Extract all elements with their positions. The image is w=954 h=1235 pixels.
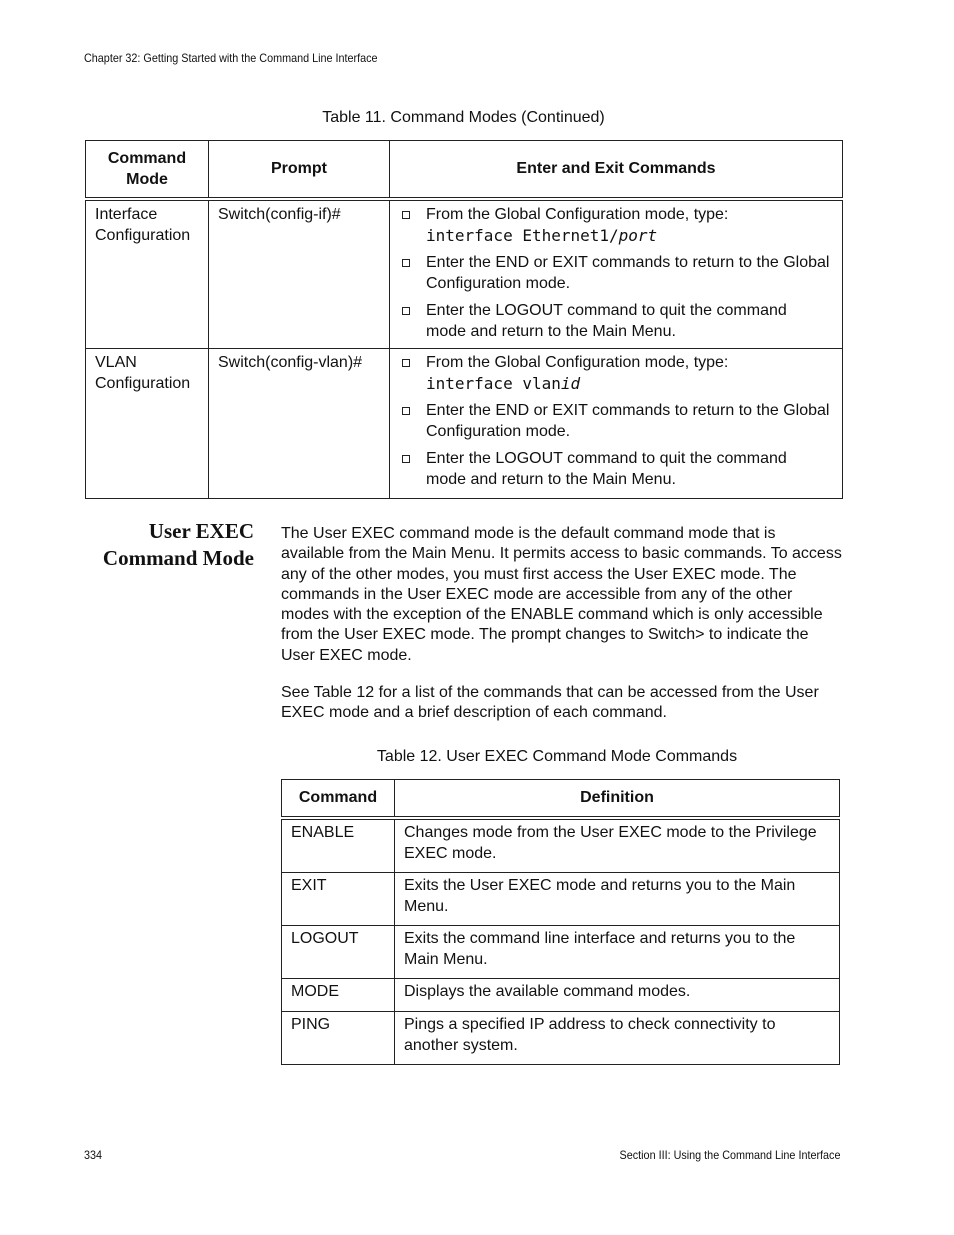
header-prompt: Prompt	[209, 141, 390, 200]
list-item	[400, 401, 830, 442]
table-row	[282, 979, 840, 1012]
table-row	[282, 873, 840, 926]
running-header: Chapter 32: Getting Started with the Command Line Interface	[84, 51, 378, 65]
table-row	[282, 926, 840, 979]
header-enter-exit: Enter and Exit Commands	[390, 141, 843, 200]
list-item	[400, 449, 830, 490]
bullet-text: From the Global Configuration mode, type:	[426, 206, 729, 223]
bullet-text: Enter the LOGOUT command to quit the command mode and return to the Main Menu.	[426, 450, 787, 488]
table12-caption: Table 12. User EXEC Command Mode Commands	[376, 748, 738, 765]
command-cell: PING	[282, 1012, 395, 1065]
bullet-text: Enter the END or EXIT commands to return to the Global Configuration mode.	[426, 254, 830, 292]
checkbox-bullet-icon	[402, 407, 410, 415]
table11-caption: Table 11. Command Modes (Continued)	[322, 109, 605, 126]
checkbox-bullet-icon	[402, 455, 410, 463]
checkbox-bullet-icon	[402, 359, 410, 367]
user-exec-commands-table	[281, 779, 840, 1065]
header-command: Command	[282, 780, 395, 819]
command-cell: ENABLE	[282, 818, 395, 873]
body-paragraph: See Table 12 for a list of the commands that can be accessed from the User EXEC mode and a brief description of each command.	[281, 684, 819, 722]
checkbox-bullet-icon	[402, 259, 410, 267]
mode-cell: VLAN Configuration	[86, 349, 209, 499]
footer-section-title: Section III: Using the Command Line Interface	[619, 1148, 840, 1162]
list-item	[400, 253, 830, 294]
header-definition: Definition	[395, 780, 840, 819]
command-cell: LOGOUT	[282, 926, 395, 979]
section-heading: User EXEC Command Mode	[102, 519, 254, 570]
commands-cell	[390, 349, 843, 499]
definition-cell: Pings a specified IP address to check connectivity to another system.	[395, 1012, 840, 1065]
page-number: 334	[84, 1148, 103, 1162]
bullet-text: From the Global Configuration mode, type:	[426, 354, 729, 371]
table-header-row	[86, 141, 843, 200]
prompt-cell: Switch(config-if)#	[209, 199, 390, 349]
code-line: interface Ethernet1/port	[426, 225, 658, 245]
table-row	[86, 349, 843, 499]
header-command-mode: Command Mode	[86, 141, 209, 200]
commands-cell	[390, 199, 843, 349]
list-item	[400, 353, 830, 394]
bullet-text: Enter the LOGOUT command to quit the command mode and return to the Main Menu.	[426, 302, 787, 340]
table-row	[282, 1012, 840, 1065]
table-row	[86, 199, 843, 349]
command-modes-table	[85, 140, 843, 499]
command-cell: MODE	[282, 979, 395, 1012]
mode-cell: Interface Configuration	[86, 199, 209, 349]
table-row	[282, 818, 840, 873]
prompt-cell: Switch(config-vlan)#	[209, 349, 390, 499]
list-item	[400, 301, 830, 342]
table-header-row	[282, 780, 840, 819]
definition-cell: Exits the User EXEC mode and returns you to the Main Menu.	[395, 873, 840, 926]
body-paragraph: The User EXEC command mode is the default command mode that is available from the Main Menu. It permits access to basic commands. To access any of the other modes, you must first access the User EXEC mode. The commands in the User EXEC mode are accessible from any of the other modes with the exception of the ENABLE command which is only accessible from the User EXEC mode. The prompt changes to Switch> to indicate the User EXEC mode.	[281, 525, 842, 664]
list-item	[400, 205, 830, 246]
definition-cell: Displays the available command modes.	[395, 979, 840, 1012]
command-cell: EXIT	[282, 873, 395, 926]
checkbox-bullet-icon	[402, 307, 410, 315]
bullet-text: Enter the END or EXIT commands to return to the Global Configuration mode.	[426, 402, 830, 440]
checkbox-bullet-icon	[402, 211, 410, 219]
definition-cell: Changes mode from the User EXEC mode to the Privilege EXEC mode.	[395, 818, 840, 873]
definition-cell: Exits the command line interface and returns you to the Main Menu.	[395, 926, 840, 979]
code-line: interface vlanid	[426, 373, 581, 393]
